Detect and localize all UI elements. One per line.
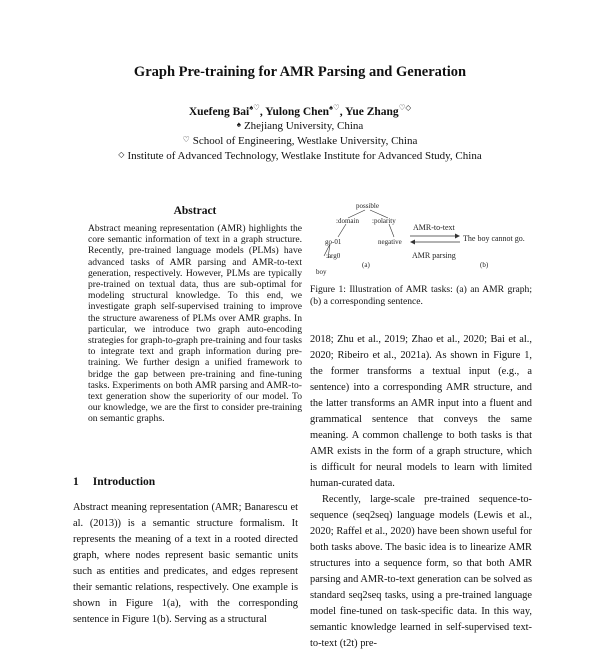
edge-line [338, 224, 346, 237]
arrow-head-left [410, 240, 415, 245]
section-heading [73, 476, 155, 488]
author-marks: ♠♡ [249, 103, 260, 112]
affiliation [0, 150, 600, 162]
arrow-head-right [455, 234, 460, 239]
figure-sentence: The boy cannot go. [463, 234, 525, 243]
author-list: Xuefeng Bai♠♡, Yulong Chen♠♡, Yue Zhang♡◇ [188, 103, 412, 118]
abstract-heading: Abstract [173, 205, 217, 217]
amr-edge-polarity: :polarity [372, 217, 396, 225]
affiliation-mark: ◇ [118, 150, 125, 159]
affiliation-text: School of Engineering, Westlake University, China [192, 135, 418, 147]
amr-node-negative: negative [378, 238, 402, 246]
amr-node-boy: boy [316, 268, 327, 276]
introduction-right-column [310, 332, 532, 652]
figure-label-a: (a) [362, 261, 370, 269]
affiliation-text: Institute of Advanced Technology, Westlake Institute for Advanced Study, China [127, 150, 482, 162]
author-marks: ♠♡ [329, 103, 340, 112]
amr-edge-domain: :domain [336, 217, 359, 225]
edge-line [389, 224, 394, 237]
author-name: Xuefeng Bai [188, 105, 250, 118]
amr-figure [310, 196, 532, 276]
figure-label-b: (b) [480, 261, 489, 269]
affiliation-mark: ♠ [236, 120, 241, 129]
affiliation-text: Zhejiang University, China [243, 120, 364, 132]
amr-edge-arg0: :arg0 [326, 252, 341, 260]
arrow-label-bottom: AMR parsing [412, 251, 456, 260]
author-name: Yue Zhang [345, 105, 399, 118]
amr-node-go: go-01 [325, 238, 342, 246]
affiliation-mark: ♡ [182, 135, 190, 144]
abstract-body: Abstract meaning representation (AMR) highlights the core semantic information of text in a graph structure. Recently, pre-trained language models (PLMs) have advanced tasks of AMR parsing and AMR-to-text generation, respectively. However, PLMs are typically pre-trained on textual data, thus are sub-optimal for modeling structural knowledge. To this end, we investigate graph self-supervised training to improve the structure awareness of PLMs over AMR graphs. In particular, we introduce two graph auto-encoding strategies for graph-to-graph pre-training and four tasks to integrate text and graph information during pre-training. We further design a unified framework to bridge the gap between pre-training and fine-tuning tasks. Experiments on both AMR parsing and AMR-to-text generation show the superiority of our model. To our knowledge, we are the first to consider pre-training on semantic graphs. [88, 223, 302, 425]
arrow-label-top: AMR-to-text [413, 223, 455, 232]
author-name: Yulong Chen [265, 105, 330, 118]
amr-node-root: possible [356, 202, 379, 210]
affiliation [0, 135, 600, 147]
author-marks: ♡◇ [398, 103, 412, 112]
figure-caption: Figure 1: Illustration of AMR tasks: (a) an AMR graph; (b) a corresponding sentence. [310, 284, 532, 307]
paragraph: Recently, large-scale pre-trained sequence-to-sequence (seq2seq) language models (Lewis et al., 2020; Raffel et al., 2020) have been shown useful for both tasks above. The basic idea is to linearize AMR structures into a sequence form, so that both AMR parsing and AMR-to-text generation can be solved as standard seq2seq tasks, using a pre-trained language model fine-tuned on task-specific data. In this way, semantic knowledge learned in self-supervised text-to-text (t2t) pre- [310, 494, 532, 649]
paper-title: Graph Pre-training for AMR Parsing and Generation [133, 64, 467, 80]
section-number: 1 [73, 476, 79, 488]
paragraph: 2018; Zhu et al., 2019; Zhao et al., 2020; Bai et al., 2020; Ribeiro et al., 2021a). As shown in Figure 1, the former transforms a textual input (e.g., a sentence) into a corresponding AMR structure, and the latter transforms an AMR input into a fluent and grammatical sentence that conveys the same meaning. A common challenge to both tasks is that AMR exists in the form of a graph structure, which is difficult for neural models to learn with limited human-curated data. [310, 334, 532, 489]
affiliation [0, 120, 600, 132]
section-title: Introduction [92, 476, 156, 488]
introduction-left-text: Abstract meaning representation (AMR; Banarescu et al. (2013)) is a semantic structure formalism. It represents the meaning of a text in a rooted directed graph, where nodes represent basic semantic units such as entities and predicates, and edges represent their semantic relations, respectively. One example is shown in Figure 1(a), with the corresponding sentence in Figure 1(b). Serving as a structural [73, 502, 298, 625]
